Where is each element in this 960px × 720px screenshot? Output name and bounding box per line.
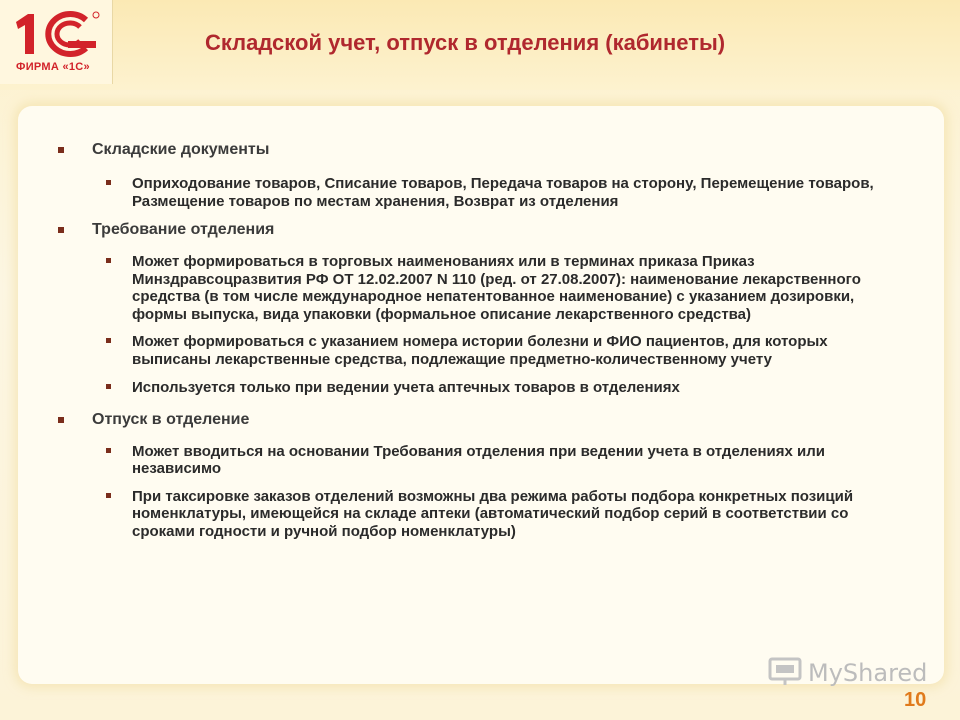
list-item-text: Может формироваться с указанием номера истории болезни и ФИО пациентов, для которых выписаны лекарственные средства, подлежащие предметно-количественному учету	[132, 333, 828, 368]
square-bullet-icon	[58, 417, 64, 423]
logo	[0, 0, 113, 84]
square-bullet-icon	[106, 180, 111, 185]
presentation-icon	[768, 657, 802, 687]
list-item	[58, 379, 898, 397]
square-bullet-icon	[106, 448, 111, 453]
list-item-text: При таксировке заказов отделений возможны два режима работы подбора конкретных позиций номенклатуры, имеющейся на складе аптеки (автоматический подбор серий в соответствии со сроками годности и ручной подбор номенклатуры)	[132, 487, 854, 540]
page-number: 10	[904, 689, 927, 711]
list-item-text: Оприходование товаров, Списание товаров, Передача товаров на сторону, Перемещение товаров, Размещение товаров по местам хранения, Возврат из отделения	[132, 175, 874, 210]
list-item-text: Может вводиться на основании Требования отделения при ведении учета в отделениях или независимо	[132, 442, 825, 477]
content-list	[58, 140, 898, 540]
square-bullet-icon	[58, 227, 64, 233]
slide-title: Складской учет, отпуск в отделения (кабинеты)	[205, 30, 726, 55]
square-bullet-icon	[58, 147, 64, 153]
list-item	[58, 333, 898, 368]
square-bullet-icon	[106, 384, 111, 389]
watermark	[768, 655, 928, 691]
list-item	[58, 443, 898, 478]
square-bullet-icon	[106, 258, 111, 263]
list-item	[58, 488, 898, 541]
watermark-text: MyShared	[808, 659, 928, 687]
list-item-text: Используется только при ведении учета аптечных товаров в отделениях	[132, 379, 680, 396]
square-bullet-icon	[106, 493, 111, 498]
section-heading	[58, 140, 898, 159]
section-heading-text: Отпуск в отделение	[92, 410, 250, 428]
section-heading	[58, 410, 898, 429]
list-item	[58, 253, 898, 323]
section-heading-text: Требование отделения	[92, 221, 275, 238]
list-item-text: Может формироваться в торговых наименованиях или в терминах приказа Приказ Минздравсоцразвития РФ ОТ 12.02.2007 N 110 (ред. от 27.08.2007): наименование лекарственного средства (в том числе международное непатентованное наименование) с указанием дозировки, формы выпуска, вида упаковки (формальное описание лекарственного средства)	[132, 253, 861, 323]
square-bullet-icon	[106, 338, 111, 343]
logo-caption: ФИРМА «1С»	[16, 61, 90, 73]
section-heading	[58, 220, 898, 239]
section-heading-text: Складские документы	[92, 141, 270, 158]
1c-logo-icon	[10, 8, 102, 60]
list-item	[58, 175, 898, 210]
